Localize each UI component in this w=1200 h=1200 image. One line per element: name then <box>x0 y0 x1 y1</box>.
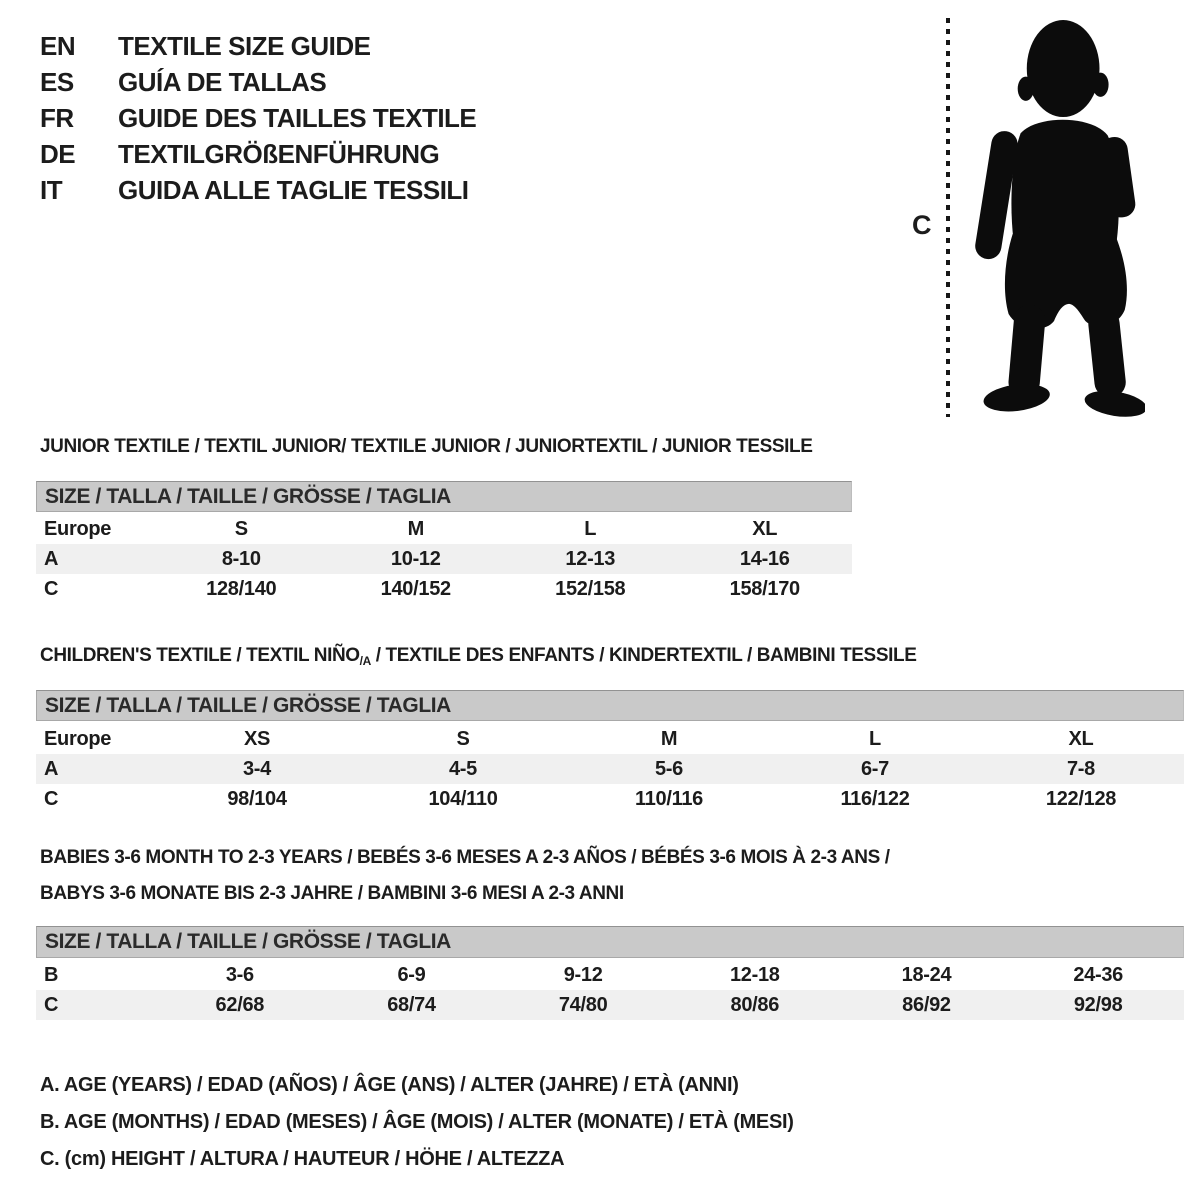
toddler-silhouette <box>953 14 1145 418</box>
lang-title: GUIDA ALLE TAGLIE TESSILI <box>118 175 469 205</box>
lang-code: IT <box>40 175 63 205</box>
table-cell: 140/152 <box>380 577 451 600</box>
table-cell: XS <box>243 727 271 750</box>
children-size-bar: SIZE / TALLA / TAILLE / GRÖSSE / TAGLIA <box>36 690 1184 721</box>
table-cell: XL <box>752 517 778 540</box>
row-label-cell: Europe <box>44 727 112 750</box>
table-cell: 3-4 <box>242 757 271 780</box>
table-row <box>36 724 1184 754</box>
row-label-cell: C <box>44 577 59 600</box>
table-cell: 10-12 <box>390 547 441 570</box>
lang-code: DE <box>40 139 76 169</box>
legend-line-c: C. (cm) HEIGHT / ALTURA / HAUTEUR / HÖHE / ALTEZZA <box>40 1148 565 1170</box>
table-cell: 92/98 <box>1073 993 1123 1016</box>
table-cell: S <box>456 727 470 750</box>
legend-line-b: B. AGE (MONTHS) / EDAD (MESES) / ÂGE (MOIS) / ALTER (MONATE) / ETÀ (MESI) <box>40 1111 794 1133</box>
table-row <box>36 990 1184 1020</box>
junior-section-title: JUNIOR TEXTILE / TEXTIL JUNIOR/ TEXTILE JUNIOR / JUNIORTEXTIL / JUNIOR TESSILE <box>40 436 813 457</box>
table-cell: M <box>660 727 678 750</box>
lang-code: FR <box>40 103 74 133</box>
row-label-cell: A <box>44 547 59 570</box>
table-cell: 6-7 <box>860 757 889 780</box>
table-cell: 18-24 <box>901 963 952 986</box>
lang-row-en <box>40 28 476 64</box>
babies-size-bar: SIZE / TALLA / TAILLE / GRÖSSE / TAGLIA <box>36 926 1184 958</box>
table-row <box>36 544 852 574</box>
children-section-title <box>40 645 916 668</box>
table-cell: L <box>869 727 881 750</box>
table-cell: 5-6 <box>654 757 683 780</box>
row-label-cell: Europe <box>44 517 112 540</box>
legend <box>40 1067 794 1178</box>
table-cell: 158/170 <box>729 577 800 600</box>
table-cell: 62/68 <box>215 993 265 1016</box>
table-cell: 110/116 <box>635 787 703 810</box>
children-title-sub: /A <box>359 654 371 668</box>
lang-title: TEXTILE SIZE GUIDE <box>118 31 371 61</box>
table-row <box>36 960 1184 990</box>
lang-row-it <box>40 172 476 208</box>
lang-row-fr <box>40 100 476 136</box>
table-cell: 3-6 <box>225 963 254 986</box>
height-measure-dashed-line <box>946 18 950 417</box>
table-row <box>36 784 1184 814</box>
table-cell: 122/128 <box>1045 787 1117 810</box>
babies-section-title-line2: BABYS 3-6 MONATE BIS 2-3 JAHRE / BAMBINI 3-6 MESI A 2-3 ANNI <box>40 883 624 904</box>
row-label-cell: A <box>44 757 59 780</box>
table-cell: 12-18 <box>729 963 780 986</box>
lang-title: GUIDE DES TAILLES TEXTILE <box>118 103 477 133</box>
children-title-post: / TEXTILE DES ENFANTS / KINDERTEXTIL / BAMBINI TESSILE <box>370 645 917 666</box>
lang-code: ES <box>40 67 74 97</box>
lang-code: EN <box>40 31 76 61</box>
table-cell: 80/86 <box>730 993 780 1016</box>
row-label-cell: C <box>44 993 59 1016</box>
language-title-list <box>40 28 476 208</box>
table-cell: XL <box>1068 727 1094 750</box>
table-cell: L <box>584 517 597 540</box>
table-cell: 4-5 <box>448 757 477 780</box>
table-cell: 9-12 <box>563 963 603 986</box>
lang-row-es <box>40 64 476 100</box>
table-cell: 8-10 <box>221 547 261 570</box>
table-cell: 6-9 <box>397 963 426 986</box>
row-label-cell: B <box>44 963 59 986</box>
table-cell: 74/80 <box>558 993 608 1016</box>
lang-title: TEXTILGRÖßENFÜHRUNG <box>118 139 440 169</box>
table-row <box>36 514 852 544</box>
table-cell: 104/110 <box>428 787 498 810</box>
lang-row-de <box>40 136 476 172</box>
babies-section-title-line1: BABIES 3-6 MONTH TO 2-3 YEARS / BEBÉS 3-6 MESES A 2-3 AÑOS / BÉBÉS 3-6 MOIS À 2-3 ANS / <box>40 847 890 868</box>
table-cell: S <box>234 517 248 540</box>
children-title-pre: CHILDREN'S TEXTILE / TEXTIL NIÑO <box>40 645 360 666</box>
junior-size-table <box>36 514 852 604</box>
table-cell: 116/122 <box>840 787 910 810</box>
lang-title: GUÍA DE TALLAS <box>118 67 327 97</box>
table-cell: 24-36 <box>1073 963 1123 986</box>
children-size-table <box>36 724 1184 814</box>
table-cell: M <box>407 517 424 540</box>
table-row <box>36 754 1184 784</box>
table-cell: 7-8 <box>1066 757 1095 780</box>
legend-line-a: A. AGE (YEARS) / EDAD (AÑOS) / ÂGE (ANS) / ALTER (JAHRE) / ETÀ (ANNI) <box>40 1074 739 1096</box>
table-cell: 14-16 <box>739 547 790 570</box>
table-row <box>36 574 852 604</box>
babies-size-table <box>36 960 1184 1020</box>
height-measure-label: C <box>912 210 932 240</box>
table-cell: 68/74 <box>387 993 436 1016</box>
table-cell: 98/104 <box>227 787 287 810</box>
table-cell: 86/92 <box>902 993 951 1016</box>
row-label-cell: C <box>44 787 59 810</box>
table-cell: 152/158 <box>555 577 626 600</box>
table-cell: 128/140 <box>206 577 277 600</box>
junior-size-bar: SIZE / TALLA / TAILLE / GRÖSSE / TAGLIA <box>36 481 852 512</box>
table-cell: 12-13 <box>565 547 616 570</box>
